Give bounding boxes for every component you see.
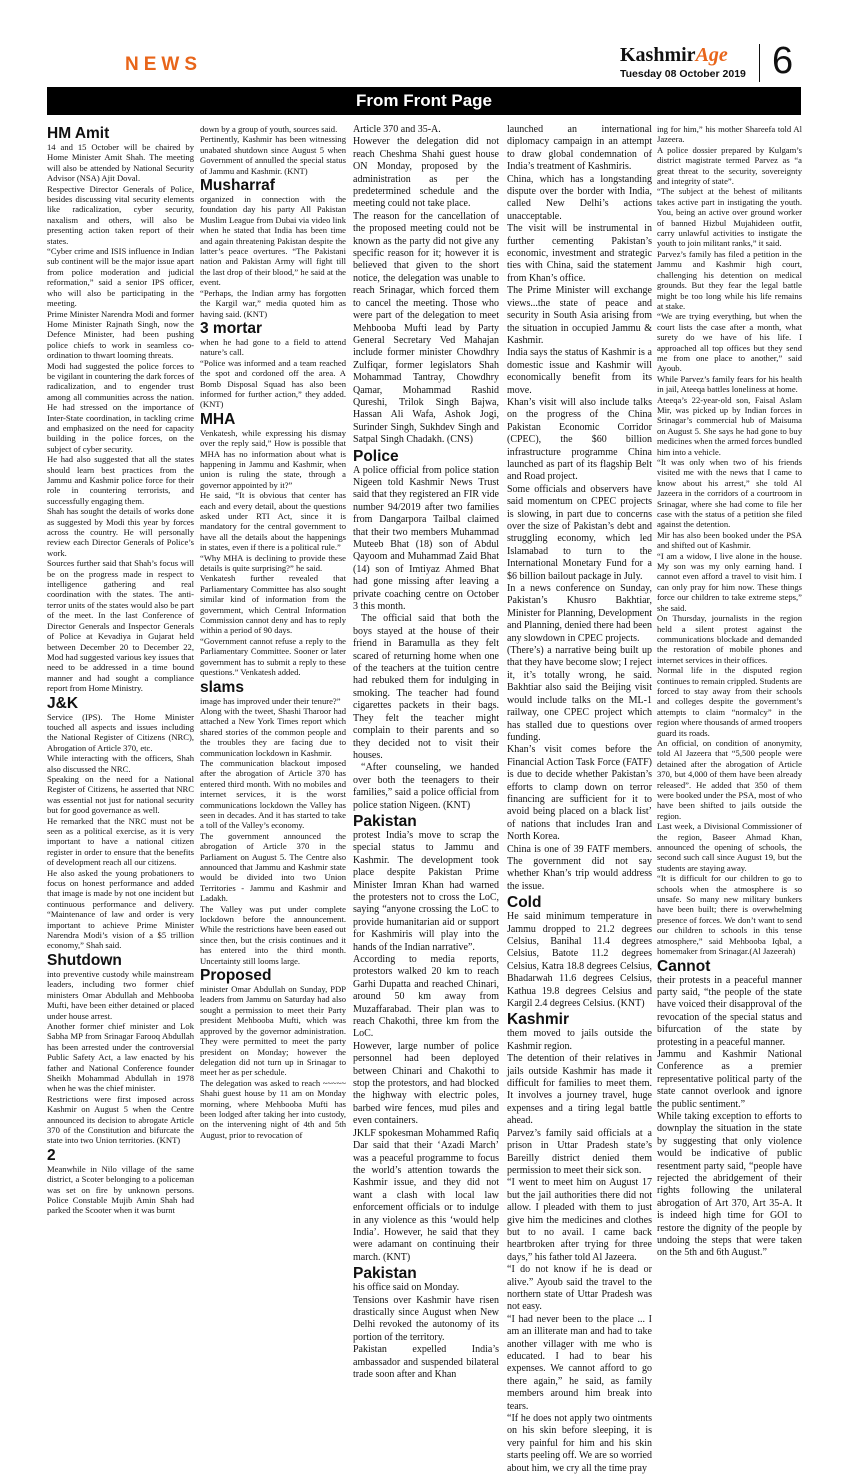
article-paragraph: The official said that both the boys stayed at the house of their friend in Baramulla as they felt scared of returning home when one of the teachers at the tuition centre had rebuked them for indulging in smoking. The teacher had found cigarettes packets in their bags. They felt the teacher might complain to their parents and so they decided not to visit their houses. [353,613,499,761]
article-paragraph: He said, “It is obvious that center has each and every detail, about the questions asked under RTI Act, since it is mandatory for the central government to have all the details about the happenings in states, even if there is a political rule.” [200,490,346,553]
article-headline: Cold [507,894,542,912]
article-paragraph: Last week, a Divisional Commissioner of the region, Baseer Ahmad Khan, announced the opening of schools, the second such call since August 19, but the students are staying away. [657,821,802,873]
article-headline: Shutdown [47,951,122,969]
article-paragraph: “I went to meet him on August 17 but the jail authorities there did not allow. I pleaded with them to just give him the medicines and clothes but to no avail. I came back heartbroken after trying for three days,” his father told Al Jazeera. [507,1177,652,1263]
article-paragraph: ing for him,” his mother Shareefa told Al Jazeera. [657,124,802,145]
brand-accent: Age [695,44,728,66]
article-paragraph: The reason for the cancellation of the proposed meeting could not be known as the party did not give any specific reason for it; however it is believed that given to the short notice, the delegation was unable to reach Srinagar, which forced them to cancel the meeting. Those who were part of the delegation to meet Mehbooba Mufti lead by Party General Secretary Ved Mahajan include former minister Chowdhry Zulfiqar, former legislators Shah Mohammad Tantray, Chowdhry Qamar, Mohammad Rashid Qureshi, Trilok Singh Bajwa, Hassan Ali Wafa, Ashok Jogi, Surinder Singh, Sukhdev Singh and Satpal Singh Chadakh. (CNS) [353,210,499,446]
article-paragraph: The detention of their relatives in jails outside Kashmir has made it difficult for families to meet them. It involves a journey travel, huge expenses and a tiring legal battle ahead. [507,1053,652,1127]
article-paragraph: While interacting with the officers, Shah also discussed the NRC. [47,753,194,774]
article-paragraph: The Valley was put under complete lockdown before the announcement. While the restrictions have been eased out since then, but the crisis continues and it has entered into the third month. Uncertainty still looms large. [200,903,346,966]
article-paragraph: “After counseling, we handed over both the teenagers to their families,” said a police official from police station Nigeen. (KNT) [353,762,499,811]
article-paragraph: (There’s) a narrative being built up that they have become slow; I reject it, it’s totally wrong, he said. Bakhtiar also said the Beijing visit would include talks on the ML-1 railway, one CPEC project which has stalled due to questions over funding. [507,645,652,743]
article-headline: Pakistan [353,812,417,830]
article-paragraph: Tensions over Kashmir have risen drastically since August when New Delhi revoked the autonomy of its portion of the territory. [353,1294,499,1343]
article-paragraph: Restrictions were first imposed across Kashmir on August 5 when the Centre announced its decision to abrogate Article 370 of the Constitution and bifurcate the state into two Union territories. (KNT) [47,1093,194,1146]
article-paragraph: Ateeqa’s 22-year-old son, Faisal Aslam Mir, was picked up by Indian forces in Srinagar’s commercial hub of Maisuma on August 5. She says he had gone to buy medicines when the armed forces bundled him into a vehicle. [657,394,802,457]
masthead [0,0,848,86]
article-paragraph: “I am a widow, I live alone in the house. My son was my only earning hand. I cannot even afford a travel to visit him. I can only pray for him now. These things force our children to take extreme steps,” she said. [657,550,802,613]
article-paragraph: However the delegation did not reach Cheshma Shahi guest house ON Monday, proposed by the administration as per the predetermined schedule and the meeting could not take place. [353,136,499,210]
article-column-4 [507,124,652,1474]
article-paragraph: them moved to jails outside the Kashmir region. [507,1028,652,1052]
article-paragraph: Pakistan expelled India’s ambassador and suspended bilateral trade soon after and Khan [353,1344,499,1380]
article-paragraph: “Perhaps, the Indian army has forgotten the Kargil war,” media quoted him as having said. (KNT) [200,287,346,319]
article-paragraph: Speaking on the need for a National Register of Citizens, he asserted that NRC was essential not just for national security but for good governance as well. [47,773,194,816]
article-paragraph: However, large number of police personnel had been deployed between Chinari and Chakothi to stop the protestors, and had blocked the highway with electric poles, barbed wire fences, mud piles and even containers. [353,1040,499,1127]
article-paragraph: Sources further said that Shah’s focus will be on the progress made in respect to intelligence gathering and real coordination with the states. The anti-terror units of the states would also be part of the meet. In the last Conference of Director Generals and Inspector Generals of Police at Kevadiya in Gujarat held between December 20 to December 22, Mod had suggested various key issues that need to be addressed in a time bound manner and had sought a compliance report from Home Ministry. [47,558,194,694]
article-headline: Cannot [657,957,711,975]
article-paragraph: Khan’s visit will also include talks on the progress of the China Pakistan Economic Corridor (CPEC), the $60 billion infrastructure programme China launched as part of its flagship Belt and Road project. [507,396,652,483]
article-headline: HM Amit [47,125,110,142]
article-paragraph: Along with the tweet, Shashi Tharoor had attached a New York Times report which shared stories of the common people and the troubles they are facing due to communication lockdown in Kashmir. [200,705,346,758]
article-paragraph: He also asked the young probationers to focus on honest performance and added that image is made by not one incident but continuous performance and delivery. “Maintenance of law and order is very important to achieve Prime Minister Narendra Modi’s vision of a $5 trillion economy,” Shah said. [47,867,194,951]
article-headline: Musharraf [200,177,275,195]
article-paragraph: “Why MHA is declining to provide these details is quite surprising?” he said. [200,552,346,574]
article-column-5 [657,124,802,1284]
article-headline: Proposed [200,967,272,985]
article-paragraph: Mir has also been booked under the PSA and shifted out of Kashmir. [657,529,802,551]
article-paragraph: Article 370 and 35-A. [353,124,441,135]
article-paragraph: While taking exception to efforts to downplay the situation in the state by suggesting that only violence would be indicative of public resentment party said, “people have rejected the abridgement of their rights following the unilateral abrogation of Art 370, Art 35-A. It is indeed high time for GOI to restore the dignity of the people by undoing the steps that were taken on the 5th and 6th August.” [657,1110,802,1259]
article-paragraph: Khan’s visit comes before the Financial Action Task Force (FATF) is due to decide whether Pakistan’s efforts to clamp down on terror financing are sufficient for it to avoid being placed on a black list’ of nations that includes Iran and North Korea. [507,744,652,843]
article-paragraph: He remarked that the NRC must not be seen as a political exercise, as it is very important to have a national citizen register in order to ensure that the benefits of development reach all our citizens. [47,815,194,868]
article-paragraph: Parvez’s family has filed a petition in the Jammu and Kashmir high court, challenging his detention on medical grounds. But they fear the legal battle might be too long while his life remains at stake. [657,248,802,311]
article-paragraph: China, which has a longstanding dispute over the border with India, called New Delhi’s actions unacceptable. [507,173,652,222]
article-paragraph: The communication blackout imposed after the abrogation of Article 370 has entered third month. With no mobiles and internet services, it is the worst communications lockdown the Valley has seen in decades. And it has started to take a toll of the Valley’s economy. [200,757,346,831]
article-paragraph: He had also suggested that all the states should learn best practices from the Jammu and Kashmir police force for their role in countering terrorists, and successfully engaging them. [47,454,194,506]
article-paragraph: JKLF spokesman Mohammed Rafiq Dar said that their ‘Azadi March’ was a peaceful programme to focus the world’s attention towards the Kashmir issue, and they did not want a clash with local law enforcement officials or to indulge in any violence as this ‘would help India’. However, he said that they were adamant on continuing their march. (KNT) [353,1127,499,1263]
article-headline: J&K [47,694,79,712]
article-paragraph: their protests in a peaceful manner party said, “the people of the state have voiced their disapproval of the revocation of the special status and bifurcation of the state by protesting in a peaceful manner. [657,974,802,1048]
article-paragraph: While Parvez’s family fears for his health in jail, Ateeqa battles loneliness at home. [657,373,802,395]
newspaper-logo [620,44,728,67]
article-paragraph: An official, on condition of anonymity, told Al Jazeera that “5,500 people were detained after the abrogation of Article 370, but 4,000 of them have been already released”. He added that 350 of them were booked under the PSA, most of who have been shifted to jails outside the region. [657,737,802,821]
article-paragraph: his office said on Monday. [353,1282,460,1294]
article-paragraph: “The subject at the behest of militants takes active part in instigating the youth. You, being an active over ground worker of banned Hizbul Mujahideen outfit, carry unlawful activities to instigate the youth to join militant ranks,” it said. [657,186,802,249]
article-paragraph: “It is difficult for our children to go to schools when the atmosphere is so unsafe. So many new military bunkers have been built; there is overwhelming presence of forces. We don’t want to send our children to schools in this tense atmosphere,” said Mehbooba Iqbal, a homemaker from Srinagar.(Al Jazeerah) [657,873,802,957]
article-paragraph: The visit will be instrumental in further cementing Pakistan’s economic, investment and strategic ties with China, said the statement from Khan’s office. [507,223,652,284]
article-headline: Pakistan [353,1265,417,1283]
article-paragraph: The Prime Minister will exchange views...the state of peace and security in South Asia arising from the situation in occupied Jammu & Kashmir. [507,285,652,346]
article-headline: 3 mortar [200,319,263,337]
article-paragraph: India says the status of Kashmir is a domestic issue and Kashmir will economically benefit from its move. [507,347,652,396]
article-paragraph: Venkatesh, while expressing his dismay over the reply said,” How is possible that MHA has no information about what is happening in Jammu and Kashmir, when union is ruling the state, through a governor appointed by it?” [200,427,346,490]
article-column-1 [47,124,194,1284]
article-paragraph: Prime Minister Narendra Modi and former Home Minister Rajnath Singh, now the Defence Minister, had been pushing police chiefs to work in seamless co-ordination to thwart looming threats. [47,308,194,361]
article-paragraph: Jammu and Kashmir National Conference as a premier representative political party of the state cannot overlook and ignore the public sentiment.” [657,1048,802,1110]
article-headline: MHA [200,410,236,428]
header-divider [759,44,760,82]
article-paragraph: “It was only when two of his friends visited me with the news that I came to know about his arrest,” she told Al Jazeera in the corridors of a courtroom in Srinagar, where she had come to file her case with the status of a petition she filed against the detention. [657,457,802,530]
article-headline: Kashmir [507,1011,570,1029]
article-paragraph: organized in connection with the foundation day his party All Pakistan Muslim League from Dubai via video link when he stated that India has been time and again threatening Pakistan despite the latter’s peace overtures. “The Pakistani nation and Pakistan Army will fight till the last drop of their blood,” he said at the event. [200,194,346,288]
article-paragraph: “Government cannot refuse a reply to the Parliamentary Committee. Sooner or later government has to submit a reply to these questions.” Venkatesh added. [200,635,346,678]
article-paragraph: According to media reports, protestors walked 20 km to reach Garhi Dupatta and reached Chinari, around 50 km away from Muzaffarabad. Their plan was to reach Chakothi, three km from the LoC. [353,954,499,1040]
article-paragraph: Normal life in the disputed region continues to remain crippled. Students are forced to stay away from their schools and colleges despite the government’s attempts to claim “normalcy” in the region where thousands of armed troopers guard its roads. [657,665,802,738]
article-paragraph: A police dossier prepared by Kulgam’s district magistrate termed Parvez as “a great threat to the security, sovereignty and integrity of state”. [657,144,802,187]
article-paragraph: Meanwhile in Nilo village of the same district, a Scoter belonging to a policeman was set on fire by unknown persons. Police Constable Mujib Amin Shah had parked the Scooter when it was burnt [47,1163,194,1216]
article-headline: slams [200,678,244,696]
article-paragraph: “Police was informed and a team reached the spot and cordoned off the area. A Bomb Disposal Squad has also been informed for further action,” they added. (KNT) [200,357,346,410]
article-paragraph: The delegation was asked to reach ~~~~~ Shahi guest house by 11 am on Monday morning, where Mehbooba Mufti has been lodged after taking her into custody, on the intervening night of 4th and 5th August, prior to revocation of [200,1077,346,1140]
article-paragraph: Respective Director Generals of Police, besides discussing vital security elements like radicalization, cyber security, naxalism and others, will also be presenting action taken report of their states. [47,183,194,246]
section-label: NEWS [125,54,202,75]
article-paragraph: Service (IPS). The Home Minister touched all aspects and issues including the National Register of Citizens (NRC), Abrogation of Article 370, etc. [47,711,194,753]
article-paragraph: “Cyber crime and ISIS influence in Indian sub continent will be the major issue apart from police moderation and judicial reformation,” said a senior IPS officer, who will also be participating in the meeting. [47,246,194,309]
page-number: 6 [772,40,794,82]
article-paragraph: “We are trying everything, but when the court lists the case after a month, what surety do we have of his life. I approached all top offices but they send me from one place to another,” said Ayoub. [657,311,802,374]
article-paragraph: 14 and 15 October will be chaired by Home Minister Amit Shah. The meeting will also be attended by National Security Advisor (NSA) Ajit Doval. [47,142,194,184]
article-paragraph: launched an international diplomacy campaign in an attempt to draw global condemnation of India’s treatment of Kashmiris. [507,124,652,173]
article-paragraph: Shah has sought the details of works done as suggested by Modi this year by forces across the country. He will personally review each Director Generals of Police’s work. [47,506,194,558]
article-paragraph: “If he does not apply two ointments on his skin before sleeping, it is very painful for him and his skin starts peeling off. We are so worried about him, we cry all the time pray [507,1413,652,1474]
article-paragraph: Modi had suggested the police forces to be vigilant in countering the dark forces of radicalization, and to engender trust among all communities across the nation. He had stressed on the importance of Inter-State coordination, in tackling crime and emphasized on the need for capacity building in the police forces, on the subject of cyber security. [47,360,194,454]
article-paragraph: “I had never been to the place ... I am an illiterate man and had to take another villager with me who is educated. I had to bear his expenses. We cannot afford to go there again,” he said, as family members around him break into tears. [507,1313,652,1412]
article-headline: 2 [47,1146,56,1164]
article-paragraph: when he had gone to a field to attend nature’s call. [200,336,346,358]
article-paragraph: On Thursday, journalists in the region held a silent protest against the communications blockade and demanded the restoration of mobile phones and internet services in their offices. [657,613,802,665]
article-paragraph: protest India’s move to scrap the special status to Jammu and Kashmir. The development took place despite Pakistan Prime Minister Imran Khan had warned the protesters not to cross the LoC, saying “anyone crossing the LoC to provide humanitarian aid or support for Kashmiris will play into the hands of the Indian narrative”. [353,829,499,953]
article-paragraph: Another former chief minister and Lok Sabha MP from Srinagar Farooq Abdullah has been arrested under the controversial Public Safety Act, a law enacted by his father and National Conference founder Sheikh Mohammad Abdullah in 1978 when he was the chief minister. [47,1020,194,1094]
article-paragraph: China is one of 39 FATF members. The government did not say whether Khan’s trip would address the issue. [507,843,652,892]
article-column-2 [200,124,346,1284]
brand-name: Kashmir [620,44,696,66]
article-paragraph: Pertinently, Kashmir has been witnessing unabated shutdown since August 5 when Government of annulled the special status of Jammu and Kashmir. (KNT) [200,134,346,176]
article-paragraph: In a news conference on Sunday, Pakistan’s Khusro Bakhtiar, Minister for Planning, Development and Planning, denied there had been any slowdown in CPEC projects. [507,583,652,644]
article-paragraph: Parvez’s family said officials at a prison in Uttar Pradesh state’s Bareilly district denied them permission to meet their sick son. [507,1127,652,1176]
article-paragraph: image has improved under their tenure?” [200,695,341,706]
article-paragraph: Some officials and observers have said momentum on CPEC projects is slowing, in part due to concerns over the size of Pakistan’s debt and struggling economy, which led Islamabad to turn to the International Monetary Fund for a $6 billion bailout package in July. [507,483,652,582]
article-paragraph: A police official from police station Nigeen told Kashmir News Trust said that they registered an FIR vide number 94/2019 after two families from Dangarpora Tailbal claimed that their two members Muhammad Muteeb Bhat (18) son of Abdul Qayoom and Muhammad Zaid Bhat (14) son of Imtiyaz Ahmed Bhat had gone missing after leaving a private coaching centre on October 3 this month. [353,464,499,613]
article-column-3 [353,124,499,1380]
section-banner: From Front Page [47,87,801,115]
article-paragraph: into preventive custody while mainstream leaders, including two former chief ministers Omar Abdullah and Mehbooba Mufti, have been either detained or placed under house arrest. [47,968,194,1021]
article-paragraph: Venkatesh further revealed that Parliamentary Committee has also sought similar kind of information from the government, which Central Information Commission cannot deny and has to reply within a period of 90 days. [200,573,346,636]
article-paragraph: “I do not know if he is dead or alive.” Ayoub said the travel to the northern state of Uttar Pradesh was not easy. [507,1264,652,1313]
issue-date: Tuesday 08 October 2019 [620,68,746,80]
article-paragraph: The government announced the abrogation of Article 370 in the Parliament on August 5. The Centre also announced that Jammu and Kashmir state would be divided into two Union Territories - Jammu and Kashmir and Ladakh. [200,830,346,904]
article-paragraph: down by a group of youth, sources said. [200,124,338,134]
article-headline: Police [353,447,399,465]
article-paragraph: He said minimum temperature in Jammu dropped to 21.2 degrees Celsius, Banihal 11.4 degrees Celsius, Batote 11.2 degrees Celsius, Katra 18.8 degrees Celsius, Bhadarwah 11.6 degrees Celsius, Kathua 19.8 degrees Celsius and Kargil 2.4 degrees Celsius. (KNT) [507,911,652,1010]
article-paragraph: minister Omar Abdullah on Sunday, PDP leaders from Jammu on Saturday had also sought a permission to meet their Party president Mehbooba Mufti, which was approved by the governor administration. They were permitted to meet the party president on Monday; however the delegation did not turn up in Srinagar to meet her as per schedule. [200,984,346,1078]
